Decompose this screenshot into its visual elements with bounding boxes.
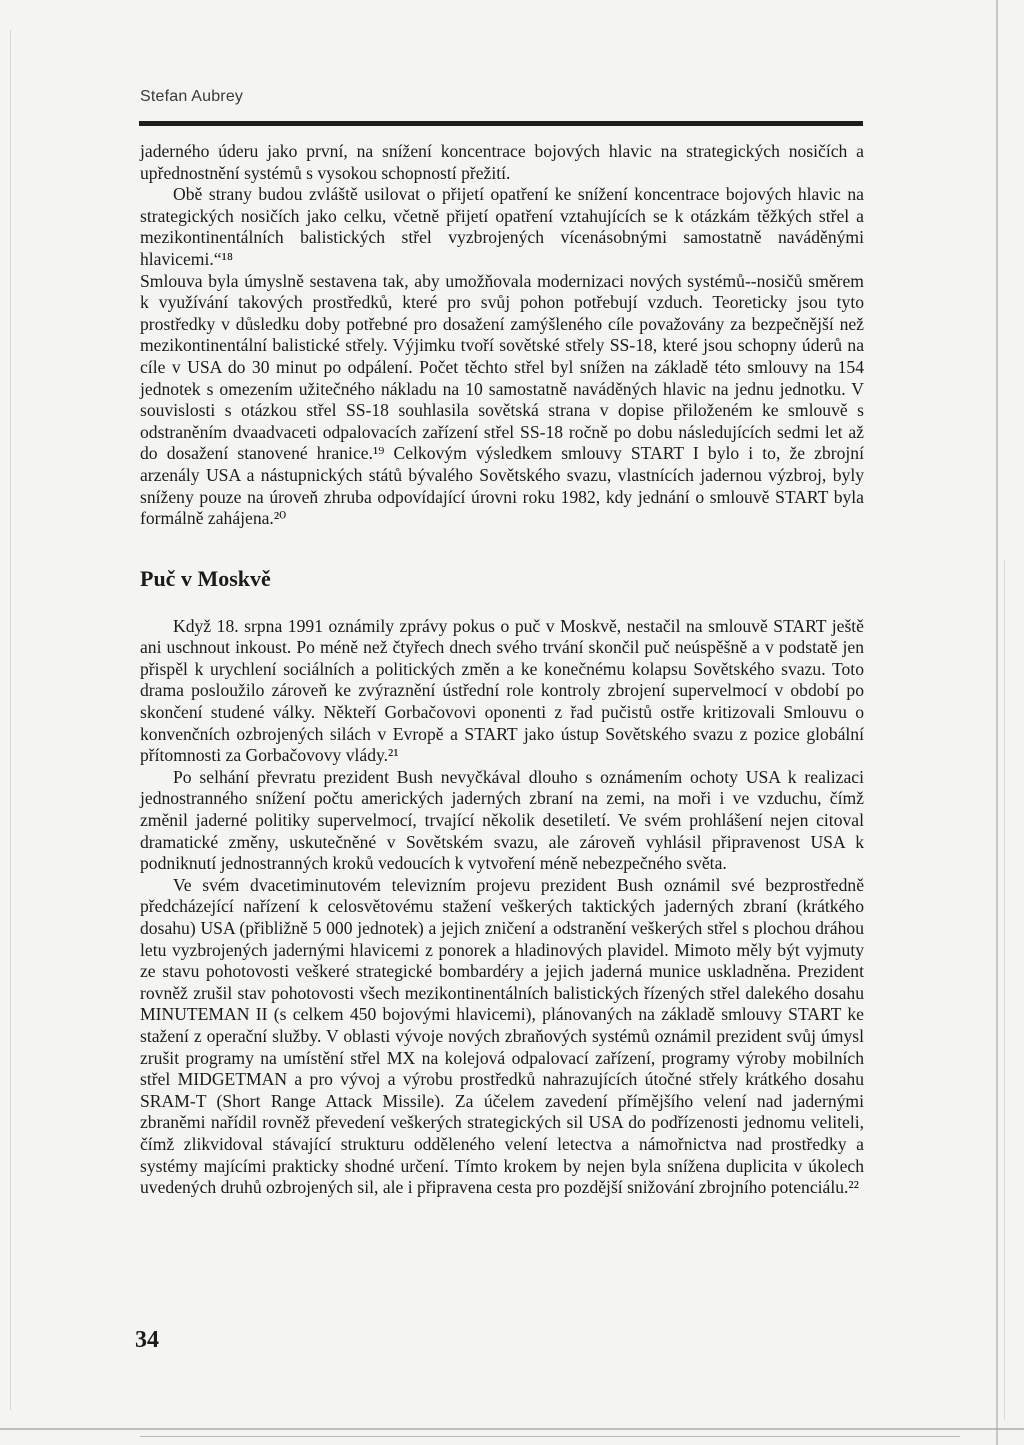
- bottom-scan-edge: [0, 1428, 1024, 1430]
- page-edge-right-inner: [1004, 560, 1005, 1420]
- bottom-scan-edge-line: [140, 1436, 960, 1437]
- page-edge-right: [996, 0, 998, 1445]
- paragraph-1: jaderného úderu jako první, na snížení koncentrace bojových hlavic na strategických nosičích a upřednostnění systémů s vysokou schopností přežití.: [140, 141, 864, 183]
- header-rule: [139, 121, 863, 126]
- page-number: 34: [135, 1327, 159, 1353]
- section-heading: Puč v Moskvě: [140, 565, 271, 591]
- running-head: Stefan Aubrey: [140, 88, 244, 105]
- paragraph-3: Smlouva byla úmyslně sestavena tak, aby umožňovala modernizaci nových systémů--nosičů směrem k využívání takových prostředků, které pro svůj pohon potřebují vzduch. Teoreticky jsou tyto prostředky v důsledku doby potřebné pro dosažení zamýšleného cíle považovány za bezpečnější než mezikontinentální balistické střely. Výjimku tvoří sovětské střely SS-18, které jsou schopny úderů na cíle v USA do 30 minut po odpálení. Počet těchto střel byl snížen na základě této smlouvy na 154 jednotek s omezením užitečného nákladu na 10 samostatně naváděných hlavic na jednu jednotku. V souvislosti s otázkou střel SS-18 souhlasila sovětská strana v dopise přiloženém ke smlouvě s odstraněním dvaadvaceti odpalovacích zařízení střel SS-18 ročně po dobu následujících sedmi let až do dosažení stanovené hranice.¹⁹ Celkovým výsledkem smlouvy START I bylo i to, že zbrojní arzenály USA a nástupnických států bývalého Sovětského svazu, vlastnících jadernou výzbroj, byly sníženy pouze na úroveň zhruba odpovídající úrovni roku 1982, kdy jednání o smlouvě START byla formálně zahájena.²⁰: [140, 270, 864, 529]
- body-text: [140, 141, 864, 1199]
- page-edge-left: [10, 30, 11, 1410]
- paragraph-2: Obě strany budou zvláště usilovat o přijetí opatření ke snížení koncentrace bojových hlavic na strategických nosičích jako celku, včetně přijetí opatření vztahujících se k otázkám těžkých střel a mezikontinentálních balistických střel vyzbrojených vícenásobnými samostatně naváděnými hlavicemi.“¹⁸: [140, 184, 864, 269]
- paragraph-6: Ve svém dvacetiminutovém televizním projevu prezident Bush oznámil své bezprostředně předcházející nařízení k celosvětovému stažení veškerých taktických jaderných zbraní (krátkého dosahu) USA (přibližně 5 000 jednotek) a jejich zničení a odstranění veškerých střel s plochou dráhou letu vyzbrojených jadernými hlavicemi z ponorek a hladinových plavidel. Mimoto měly být vyjmuty ze stavu pohotovosti veškeré strategické bombardéry a jejich jaderná munice uskladněna. Prezident rovněž zrušil stav pohotovosti všech mezikontinentálních balistických řízených střel dalekého dosahu MINUTEMAN II (s celkem 450 bojovými hlavicemi), plánovaných na základě smlouvy START ke stažení z operační služby. V oblasti vývoje nových zbraňových systémů oznámil prezident svůj úmysl zrušit programy na umístění střel MX na kolejová odpalovací zařízení, programy výroby mobilních střel MIDGETMAN a pro vývoj a výrobu prostředků nahrazujících útočné střely krátkého dosahu SRAM-T (Short Range Attack Missile). Za účelem zavedení přímějšího velení nad jadernými zbraněmi nařídil rovněž převedení veškerých strategických sil USA do podřízenosti jednomu veliteli, čímž zlikvidoval stávající strukturu odděleného velení letectva a námořnictva nad prostředky a systémy majícími prakticky shodné určení. Tímto krokem by nejen byla snížena duplicita v úkolech uvedených druhů ozbrojených sil, ale i připravena cesta pro pozdější snižování zbrojního potenciálu.²²: [140, 874, 864, 1198]
- paragraph-5: Po selhání převratu prezident Bush nevyčkával dlouho s oznámením ochoty USA k realizaci jednostranného snížení počtu amerických jaderných zbraní na zemi, na moři i ve vzduchu, čímž změnil jaderné politiky supervelmocí, trvající několik desetiletí. Ve svém prohlášení nejen citoval dramatické změny, uskutečněné v Sovětském svazu, ale zároveň vyhlásil připravenost USA k podniknutí jednostranných kroků vedoucích k vytvoření méně nebezpečného světa.: [140, 766, 864, 874]
- paragraph-4: Když 18. srpna 1991 oznámily zprávy pokus o puč v Moskvě, nestačil na smlouvě START ještě ani uschnout inkoust. Po méně než čtyřech dnech svého trvání skončil puč neúspěšně a v podstatě jen přispěl k urychlení sociálních a politických změn a ke konečnému kolapsu Sovětského svazu. Toto drama posloužilo zároveň ke zvýraznění ústřední role kontroly zbrojení supervelmocí v období po skončení studené války. Někteří Gorbačovovi oponenti z řad pučistů ostře kritizovali Smlouvu o konvenčních ozbrojených silách v Evropě a START jako ústup Sovětského svazu z pozice globální přítomnosti za Gorbačovovy vlády.²¹: [140, 615, 864, 766]
